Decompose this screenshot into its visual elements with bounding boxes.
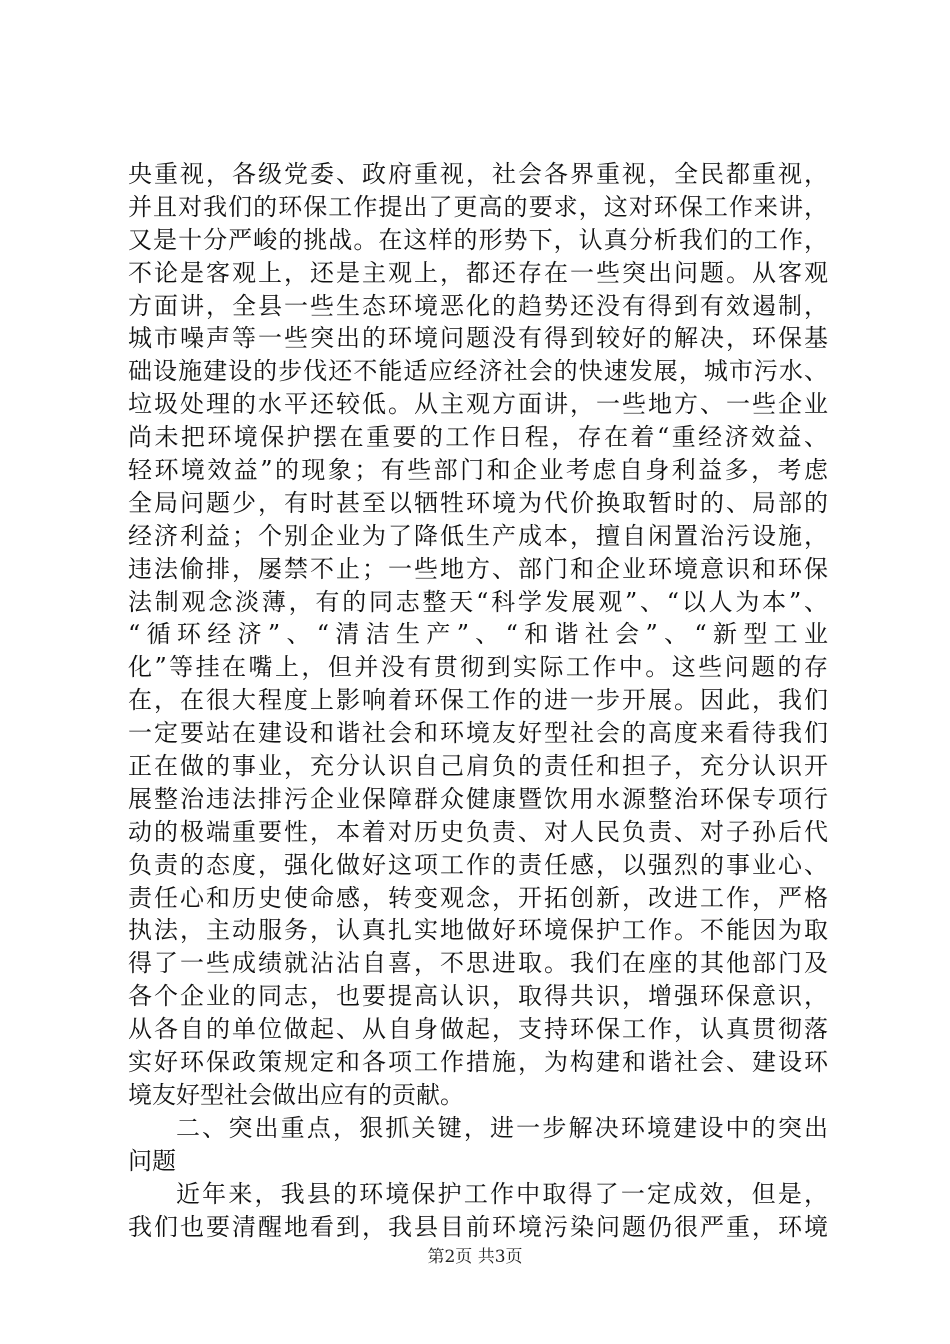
text-line: 法制观念淡薄，有的同志整天“科学发展观”、“以人为本”、 bbox=[128, 587, 828, 616]
text-line: “循环经济”、“清洁生产”、“和谐社会”、“新型工业 bbox=[128, 620, 828, 649]
text-line: 在，在很大程度上影响着环保工作的进一步开展。因此，我们 bbox=[128, 686, 828, 715]
text-line: 轻环境效益”的现象；有些部门和企业考虑自身利益多，考虑 bbox=[128, 456, 828, 485]
text-line: 责任心和历史使命感，转变观念，开拓创新，改进工作，严格 bbox=[128, 883, 828, 912]
text-line: 一定要站在建设和谐社会和环境友好型社会的高度来看待我们 bbox=[128, 719, 828, 748]
text-line: 我们也要清醒地看到，我县目前环境污染问题仍很严重，环境 bbox=[128, 1212, 828, 1241]
paragraph bbox=[128, 1178, 828, 1244]
text-line: 动的极端重要性，本着对历史负责、对人民负责、对子孙后代 bbox=[128, 817, 828, 846]
text-line: 并且对我们的环保工作提出了更高的要求，这对环保工作来讲， bbox=[128, 192, 828, 221]
text-line: 垃圾处理的水平还较低。从主观方面讲，一些地方、一些企业 bbox=[128, 390, 828, 419]
text-line: 得了一些成绩就沾沾自喜，不思进取。我们在座的其他部门及 bbox=[128, 949, 828, 978]
text-line: 正在做的事业，充分认识自己肩负的责任和担子，充分认识开 bbox=[128, 752, 828, 781]
page-number: 第2页 共3页 bbox=[427, 1247, 523, 1267]
text-line: 实好环保政策规定和各项工作措施，为构建和谐社会、建设环 bbox=[128, 1048, 828, 1077]
text-line: 负责的态度，强化做好这项工作的责任感，以强烈的事业心、 bbox=[128, 850, 828, 879]
text-line: 城市噪声等一些突出的环境问题没有得到较好的解决，环保基 bbox=[128, 324, 828, 353]
page-footer bbox=[0, 1246, 950, 1268]
text-line: 经济利益；个别企业为了降低生产成本，擅自闲置治污设施， bbox=[128, 521, 828, 550]
section-heading bbox=[128, 1112, 828, 1178]
text-line: 尚未把环境保护摆在重要的工作日程，存在着“重经济效益、 bbox=[128, 423, 828, 452]
text-line: 执法，主动服务，认真扎实地做好环境保护工作。不能因为取 bbox=[128, 916, 828, 945]
heading-line: 问题 bbox=[128, 1146, 176, 1175]
text-line: 化”等挂在嘴上，但并没有贯彻到实际工作中。这些问题的存 bbox=[128, 653, 828, 682]
text-line: 全局问题少，有时甚至以牺牲环境为代价换取暂时的、局部的 bbox=[128, 488, 828, 517]
text-line: 央重视，各级党委、政府重视，社会各界重视，全民都重视， bbox=[128, 160, 828, 188]
text-line: 又是十分严峻的挑战。在这样的形势下，认真分析我们的工作， bbox=[128, 225, 828, 254]
text-line: 方面讲，全县一些生态环境恶化的趋势还没有得到有效遏制， bbox=[128, 291, 828, 320]
text-line: 各个企业的同志，也要提高认识，取得共识，增强环保意识， bbox=[128, 982, 828, 1011]
text-line: 近年来，我县的环境保护工作中取得了一定成效，但是， bbox=[176, 1179, 828, 1208]
document-body bbox=[128, 158, 828, 1243]
text-line: 不论是客观上，还是主观上，都还存在一些突出问题。从客观 bbox=[128, 258, 828, 287]
text-line: 境友好型社会做出应有的贡献。 bbox=[128, 1080, 464, 1109]
heading-line: 二、突出重点，狠抓关键，进一步解决环境建设中的突出 bbox=[176, 1113, 828, 1142]
text-line: 违法偷排，屡禁不止；一些地方、部门和企业环境意识和环保 bbox=[128, 554, 828, 583]
text-line: 础设施建设的步伐还不能适应经济社会的快速发展，城市污水、 bbox=[128, 357, 828, 386]
text-line: 从各自的单位做起、从自身做起，支持环保工作，认真贯彻落 bbox=[128, 1015, 828, 1044]
text-line: 展整治违法排污企业保障群众健康暨饮用水源整治环保专项行 bbox=[128, 784, 828, 813]
paragraph bbox=[128, 158, 828, 1112]
